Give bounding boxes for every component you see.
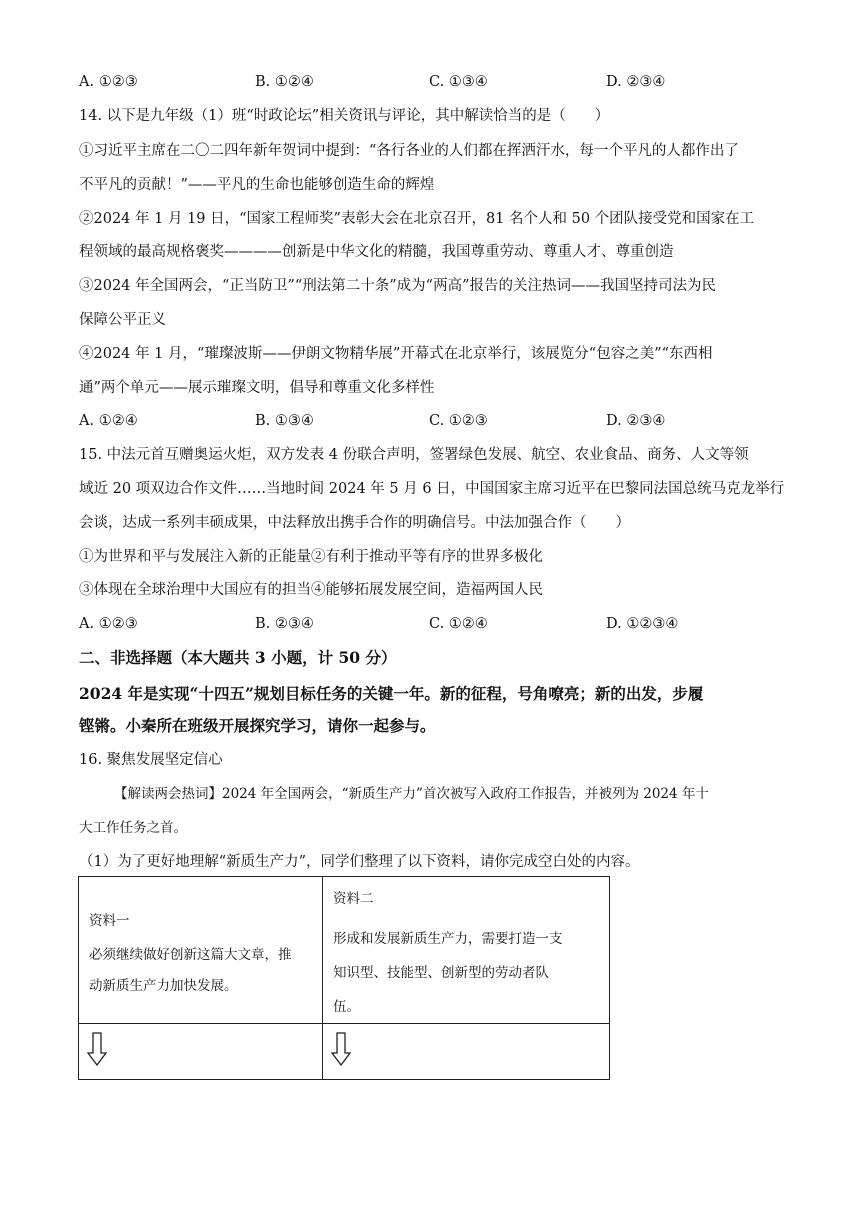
material-2-title: 资料二	[333, 891, 374, 907]
q15-line: ③体现在全球治理中大国应有的担当④能够拓展发展空间，造福两国人民	[79, 582, 543, 598]
material-2-line: 知识型、技能型、创新型的劳动者队	[333, 965, 549, 981]
q14-line: 程领域的最高规格褒奖————创新是中华文化的精髓，我国尊重劳动、尊重人才、尊重创造	[79, 244, 674, 260]
q15-option-c: C. ①②④	[429, 616, 488, 632]
q16-subquestion-1: （1）为了更好地理解“新质生产力”，同学们整理了以下资料，请你完成空白处的内容。	[79, 854, 640, 870]
q16-material-table	[78, 876, 610, 1080]
q14-line: 通”两个单元——展示璀璨文明，倡导和尊重文化多样性	[79, 380, 435, 396]
q14-line: ④2024 年 1 月，“璀璨波斯——伊朗文物精华展”开幕式在北京举行，该展览分“包容之美”“东西相	[79, 346, 713, 362]
q15-line: 会谈，达成一系列丰硕成果，中法释放出携手合作的明确信号。中法加强合作（ ）	[79, 515, 630, 531]
q16-title: 16. 聚焦发展坚定信心	[79, 752, 223, 768]
q14-option-a: A. ①②④	[79, 413, 138, 429]
q15-option-a: A. ①②③	[79, 616, 138, 632]
q14-options	[79, 411, 779, 431]
q15-line: 域近 20 项双边合作文件……当地时间 2024 年 5 月 6 日，中国国家主席习近平在巴黎同法国总统马克龙举行	[79, 481, 785, 497]
material-1-line: 动新质生产力加快发展。	[89, 978, 238, 994]
q13-option-a: A. ①②③	[79, 74, 138, 90]
q13-option-d: D. ②③④	[606, 74, 666, 90]
q14-line: ③2024 年全国两会，“正当防卫”“刑法第二十条”成为“两高”报告的关注热词——我国坚持司法为民	[79, 278, 716, 294]
q16-material: 【解读两会热词】2024 年全国两会，“新质生产力”首次被写入政府工作报告，并被列为 2024 年十	[114, 786, 709, 802]
q14-option-d: D. ②③④	[606, 413, 666, 429]
q15-options	[79, 614, 779, 634]
section-intro: 2024 年是实现“十四五”规划目标任务的关键一年。新的征程，号角嘹亮；新的出发，步履	[79, 684, 704, 703]
q14-option-b: B. ①③④	[255, 413, 314, 429]
down-arrow-icon	[331, 1032, 351, 1066]
q14-option-c: C. ①②③	[429, 413, 488, 429]
section-heading: 二、非选择题（本大题共 3 小题，计 50 分）	[79, 648, 397, 667]
q14-stem: 14. 以下是九年级（1）班“时政论坛”相关资讯与评论，其中解读恰当的是（ ）	[79, 108, 610, 124]
material-2-line: 伍。	[333, 999, 360, 1015]
q16-material: 大工作任务之首。	[79, 820, 187, 836]
q13-option-c: C. ①③④	[429, 74, 488, 90]
material-2-cell	[323, 877, 609, 1023]
q14-line: ②2024 年 1 月 19 日，“国家工程师奖”表彰大会在北京召开，81 名个人和 50 个团队接受党和国家在工	[79, 211, 755, 227]
q13-option-b: B. ①②④	[255, 74, 314, 90]
q15-option-d: D. ①②③④	[606, 616, 679, 632]
q14-line: ①习近平主席在二〇二四年新年贺词中提到：“各行各业的人们都在挥洒汗水，每一个平凡的人都作出了	[79, 143, 739, 159]
q15-stem: 15. 中法元首互赠奥运火炬，双方发表 4 份联合声明，签署绿色发展、航空、农业食品、商务、人文等领	[79, 447, 749, 463]
down-arrow-icon	[87, 1032, 107, 1066]
material-1-title: 资料一	[89, 913, 130, 929]
q13-options	[79, 72, 779, 92]
answer-1-cell[interactable]	[79, 1024, 322, 1079]
q15-line: ①为世界和平与发展注入新的正能量②有利于推动平等有序的世界多极化	[79, 549, 543, 565]
q14-line: 保障公平正义	[79, 312, 166, 328]
q15-option-b: B. ②③④	[255, 616, 314, 632]
answer-2-cell[interactable]	[323, 1024, 609, 1079]
section-intro: 铿锵。小秦所在班级开展探究学习，请你一起参与。	[79, 716, 436, 735]
material-1-cell	[79, 877, 322, 1023]
material-2-line: 形成和发展新质生产力，需要打造一支	[333, 931, 563, 947]
material-1-line: 必须继续做好创新这篇大文章，推	[89, 947, 292, 963]
q14-line: 不平凡的贡献！”——平凡的生命也能够创造生命的辉煌	[79, 177, 435, 193]
